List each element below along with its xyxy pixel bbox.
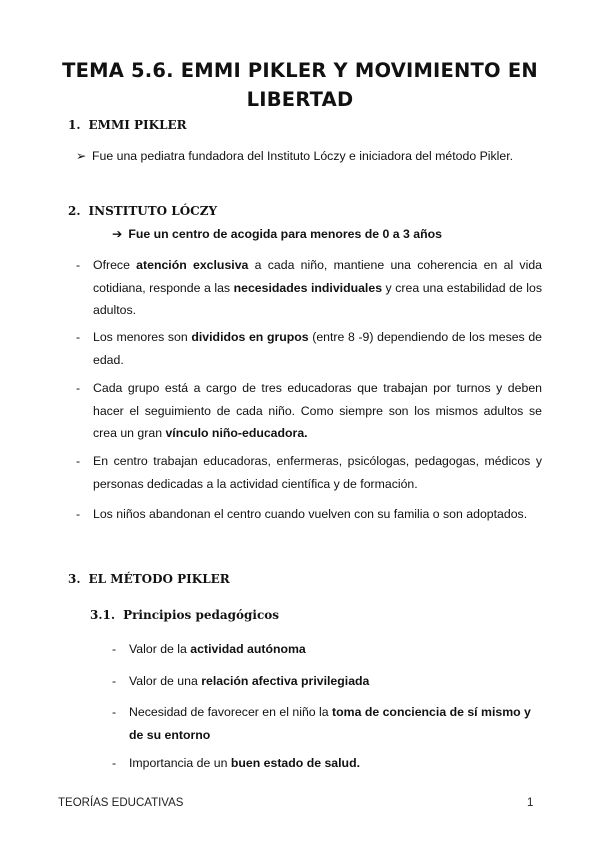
arrow-bullet-icon: ➢	[76, 149, 87, 163]
subsection-number: 3.1.	[90, 608, 116, 622]
section-3-heading	[68, 572, 230, 586]
highlight-line	[112, 223, 442, 245]
list-item	[76, 377, 542, 445]
dash-bullet: -	[112, 642, 117, 656]
list-item	[76, 450, 542, 495]
arrow-right-icon: ➔	[112, 227, 123, 241]
footer-course-name: TEORÍAS EDUCATIVAS	[58, 797, 184, 809]
page-number: 1	[527, 797, 534, 809]
list-item	[112, 638, 544, 661]
subsection-title: Principios pedagógicos	[123, 608, 280, 622]
bullet-text: Fue una pediatra fundadora del Instituto Lóczy e iniciadora del método Pikler.	[92, 149, 514, 163]
section-number: 2.	[68, 204, 81, 218]
section-1-bullet	[76, 145, 546, 167]
section-2-heading	[68, 204, 217, 218]
dash-bullet: -	[112, 756, 117, 770]
dash-bullet: -	[112, 705, 117, 719]
section-title: INSTITUTO LÓCZY	[88, 204, 218, 218]
dash-bullet: -	[76, 330, 81, 344]
section-title: EMMI PIKLER	[88, 118, 187, 132]
list-item-text: En centro trabajan educadoras, enfermeras, psicólogas, pedagogas, médicos y personas dedicadas a la actividad científica y de formación.	[93, 454, 542, 491]
dash-bullet: -	[76, 381, 81, 395]
list-item	[76, 503, 542, 526]
section-1-heading	[68, 118, 187, 132]
list-item-text: Cada grupo está a cargo de tres educadoras que trabajan por turnos y deben hacer el seguimiento de cada niño. Como siempre son los mismos adultos se crea un gran vínculo niño-educadora.	[93, 381, 542, 440]
list-item-text: Valor de la actividad autónoma	[129, 642, 306, 656]
section-number: 1.	[68, 118, 81, 132]
dash-bullet: -	[76, 507, 81, 521]
list-item	[112, 701, 544, 746]
highlight-text: Fue un centro de acogida para menores de 0 a 3 años	[128, 227, 442, 241]
section-title: EL MÉTODO PIKLER	[88, 572, 230, 586]
document-title: TEMA 5.6. EMMI PIKLER Y MOVIMIENTO EN LIBERTAD	[62, 59, 538, 111]
list-item-text: Valor de una relación afectiva privilegiada	[129, 674, 370, 688]
dash-bullet: -	[76, 454, 81, 468]
subsection-heading	[90, 608, 279, 622]
list-item-text: Los menores son divididos en grupos (entre 8 -9) dependiendo de los meses de edad.	[93, 330, 543, 367]
list-item-text: Los niños abandonan el centro cuando vuelven con su familia o son adoptados.	[93, 507, 528, 521]
list-item-text: Necesidad de favorecer en el niño la toma de conciencia de sí mismo y de su entorno	[129, 705, 531, 742]
dash-bullet: -	[112, 674, 117, 688]
dash-bullet: -	[76, 258, 81, 272]
list-item-text: Ofrece atención exclusiva a cada niño, mantiene una coherencia en al vida cotidiana, responde a las necesidades individuales y crea una estabilidad de los adultos.	[93, 258, 542, 317]
list-item	[76, 254, 542, 322]
list-item	[76, 326, 542, 371]
section-number: 3.	[68, 572, 81, 586]
list-item	[112, 752, 544, 775]
list-item-text: Importancia de un buen estado de salud.	[129, 756, 361, 770]
list-item	[112, 670, 544, 693]
